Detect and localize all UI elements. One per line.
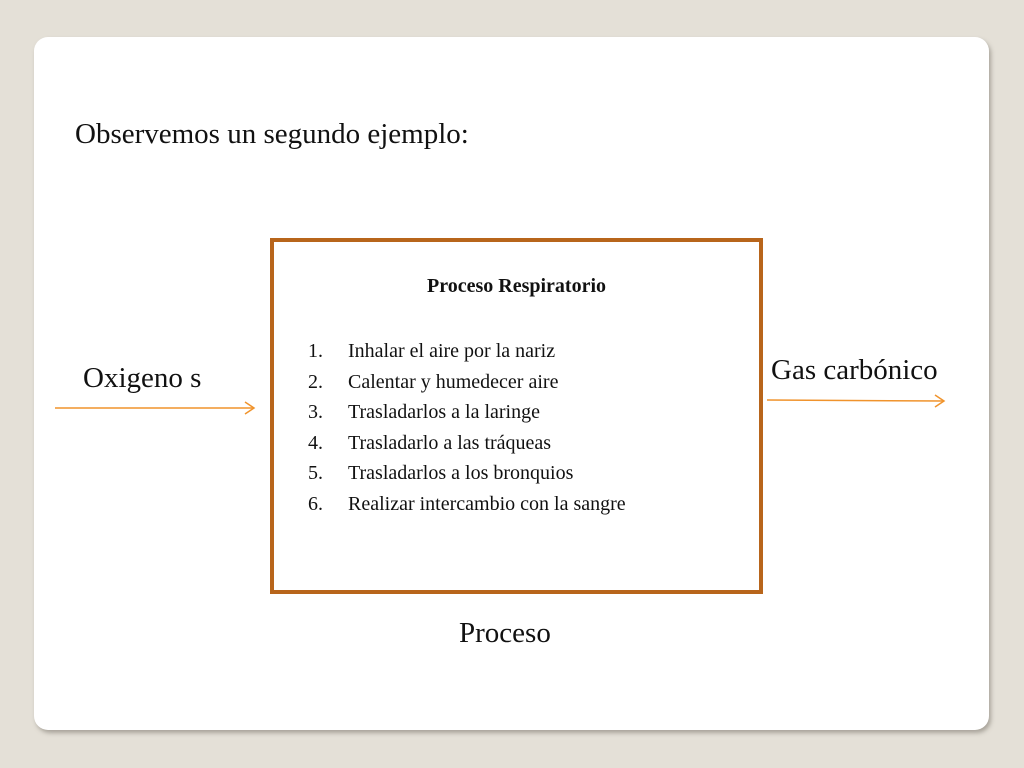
step-text: Trasladarlos a los bronquios xyxy=(348,462,574,484)
step-number: 3. xyxy=(308,401,323,423)
process-step xyxy=(308,397,626,428)
step-text: Realizar intercambio con la sangre xyxy=(348,492,626,515)
process-step xyxy=(308,367,626,398)
step-text: Trasladarlos a la laringe xyxy=(348,401,540,423)
process-box xyxy=(270,238,763,594)
input-label: Oxigeno s xyxy=(83,362,202,394)
input-arrow xyxy=(55,401,260,415)
output-arrow xyxy=(767,394,947,408)
process-step xyxy=(308,336,626,367)
process-label: Proceso xyxy=(459,617,551,649)
step-number: 5. xyxy=(308,462,323,484)
process-step xyxy=(308,428,626,459)
step-number: 1. xyxy=(308,340,323,362)
step-number: 4. xyxy=(308,431,323,454)
step-text: Inhalar el aire por la nariz xyxy=(348,340,556,362)
process-steps-list xyxy=(308,336,626,519)
slide-heading: Observemos un segundo ejemplo: xyxy=(75,118,469,150)
step-number: 6. xyxy=(308,492,323,515)
output-arrow-line xyxy=(767,400,943,401)
output-label: Gas carbónico xyxy=(771,354,938,386)
step-text: Calentar y humedecer aire xyxy=(348,370,559,393)
process-step xyxy=(308,458,626,489)
step-number: 2. xyxy=(308,370,323,393)
process-box-title: Proceso Respiratorio xyxy=(426,275,607,297)
step-text: Trasladarlo a las tráqueas xyxy=(348,431,552,454)
process-step xyxy=(308,489,626,520)
